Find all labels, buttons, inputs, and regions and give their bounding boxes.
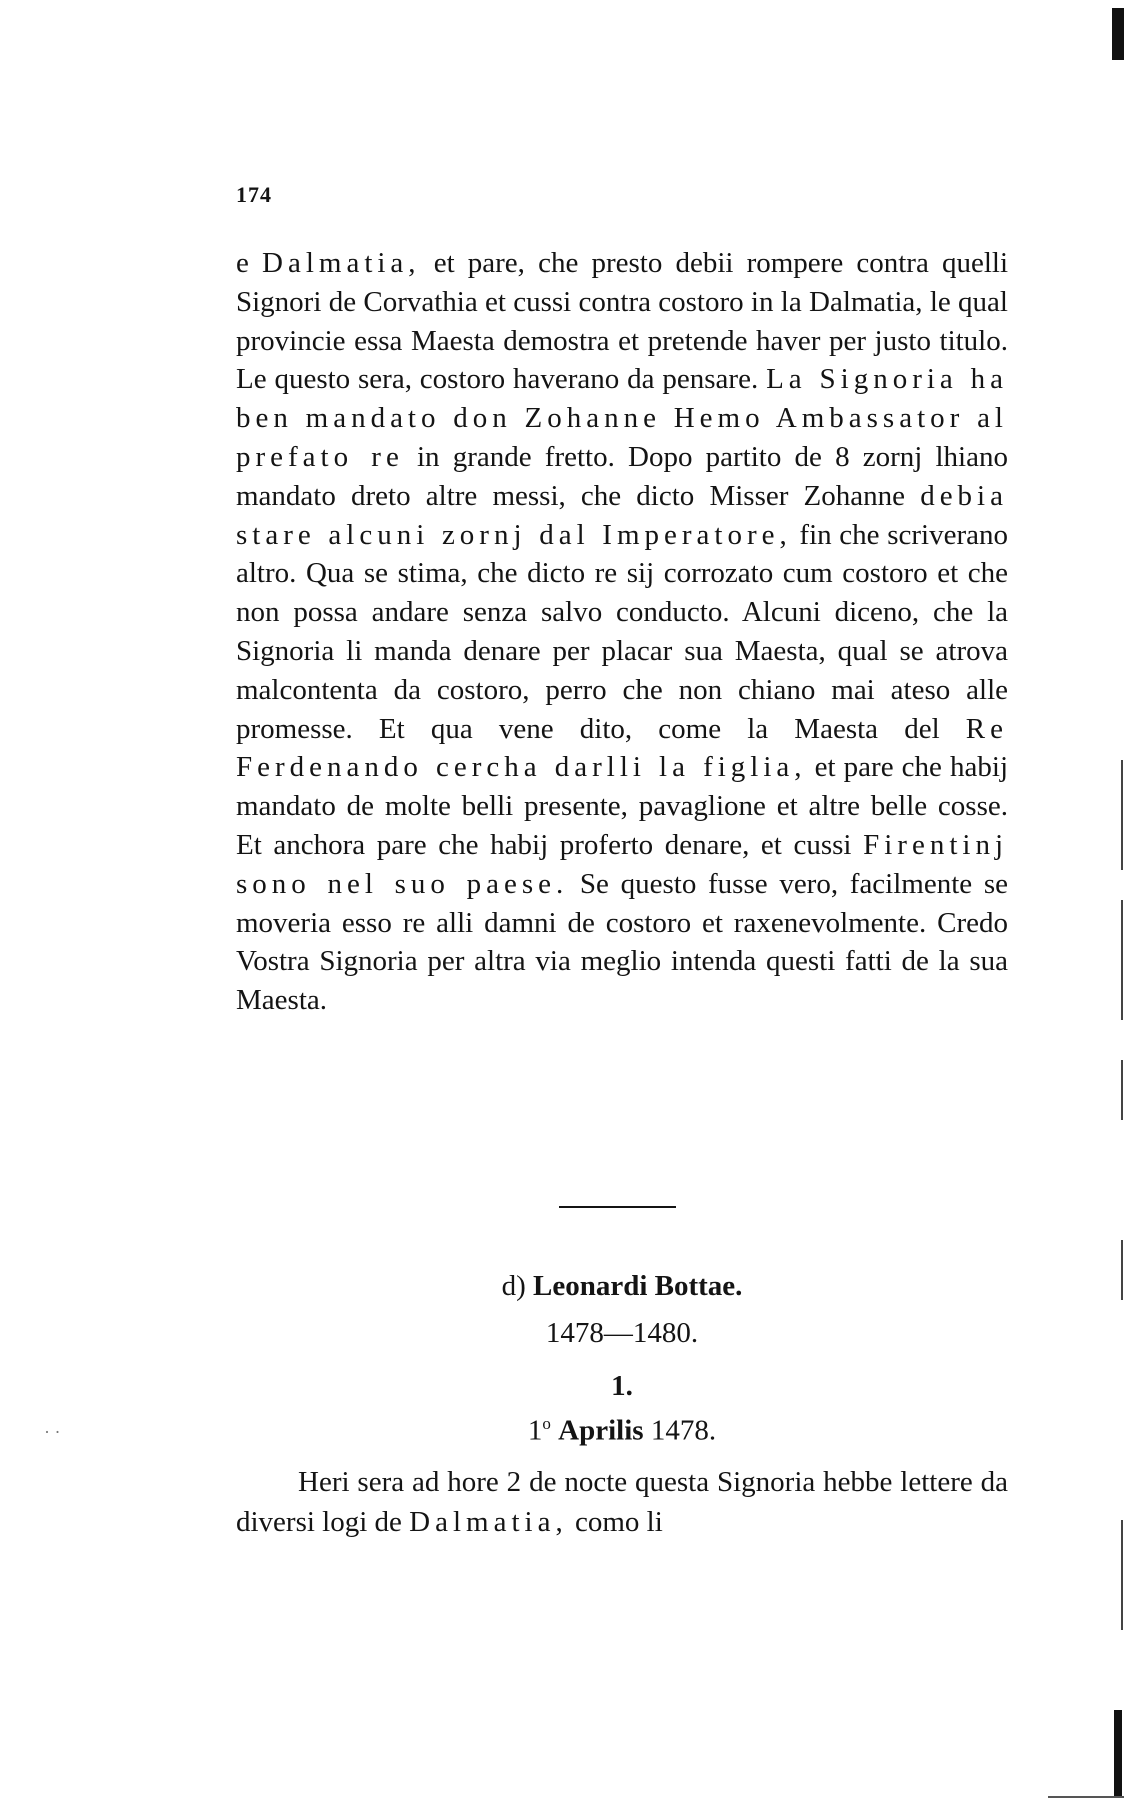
section-marker: d) [501,1270,526,1302]
text-segment: et pare, che presto debii rompere contra quelli Signori de Corvathia et cussi contra costoro in la Dalmatia, le qual provincie essa Maesta demostra et pretende haver per justo titulo. Le questo sera, costoro haverano da pensare. [236,247,1008,396]
spaced-text-segment: debia stare alcuni zornj dal Imperatore, [236,479,1008,551]
scan-edge-line [1121,1240,1123,1300]
section-heading [236,1270,1008,1303]
page-number: 174 [236,182,272,207]
body-paragraph [236,244,1008,1020]
spaced-text-segment: La Signoria ha ben mandato don Zohanne Hemo Ambassator al prefato re [236,363,1009,473]
document-text-b: como li [567,1506,663,1538]
scan-edge-mark-bottom [1114,1710,1122,1796]
scan-edge-mark-top [1112,8,1124,60]
text-segment: et pare che habij mandato de molte belli presente, pavaglione et altre belle cosse. Et anchora pare che habij proferto denare, et cussi [236,751,1008,861]
scan-foot-rule [1048,1796,1124,1798]
scan-edge-line [1121,760,1123,870]
document-number: 1. [611,1370,633,1402]
section-divider [559,1206,676,1208]
text-segment: fin che scriverano altro. Qua se stima, che dicto re sij corrozato cum costoro et che non possa andare senza salvo conducto. Alcuni diceno, che la Signoria li manda denare per placar sua Maesta, qual se atrova malcontenta da costoro, perro che non chiano mai ateso alle promesse. Et qua vene dito, come la Maesta del [236,518,1008,745]
body-text [236,244,1008,1020]
section-author: Leonardi Bottae. [532,1270,743,1302]
scan-edge-line [1121,1060,1123,1120]
spaced-text-segment: Dalmatia, [262,247,421,279]
scan-edge-line [1121,1520,1123,1630]
text-segment: e [236,247,263,279]
text-segment: Se questo fusse vero, facilmente se moveria esso re alli damni de costoro et raxenevolmente. Credo Vostra Signoria per altra via meglio intenda questi fatti de la sua Maesta. [236,867,1009,1017]
document-text-a: Heri sera ad hore 2 de nocte questa Signoria hebbe lettere da diversi logi de [236,1466,1008,1538]
date-ordinal: o [542,1414,551,1433]
text-segment: in grande fretto. Dopo partito de 8 zornj lhiano mandato dreto altre messi, che dicto Misser Zohanne [236,440,1008,512]
date-month: Aprilis [558,1414,644,1447]
section-years: 1478—1480. [545,1317,699,1349]
date-day: 1 [527,1414,543,1447]
spaced-text-segment: Re Ferdenando cercha darlli la figlia, [236,712,1008,784]
spaced-text-segment: Firentinj sono nel suo paese. [236,828,1008,900]
date-year: 1478. [650,1414,717,1447]
document-paragraph [236,1462,1008,1542]
document-date [236,1414,1008,1448]
scan-edge-line [1121,900,1123,1020]
document-text-spaced: Dalmatia, [409,1506,568,1538]
document-text [236,1462,1008,1542]
scan-dots: · · [44,1422,61,1442]
